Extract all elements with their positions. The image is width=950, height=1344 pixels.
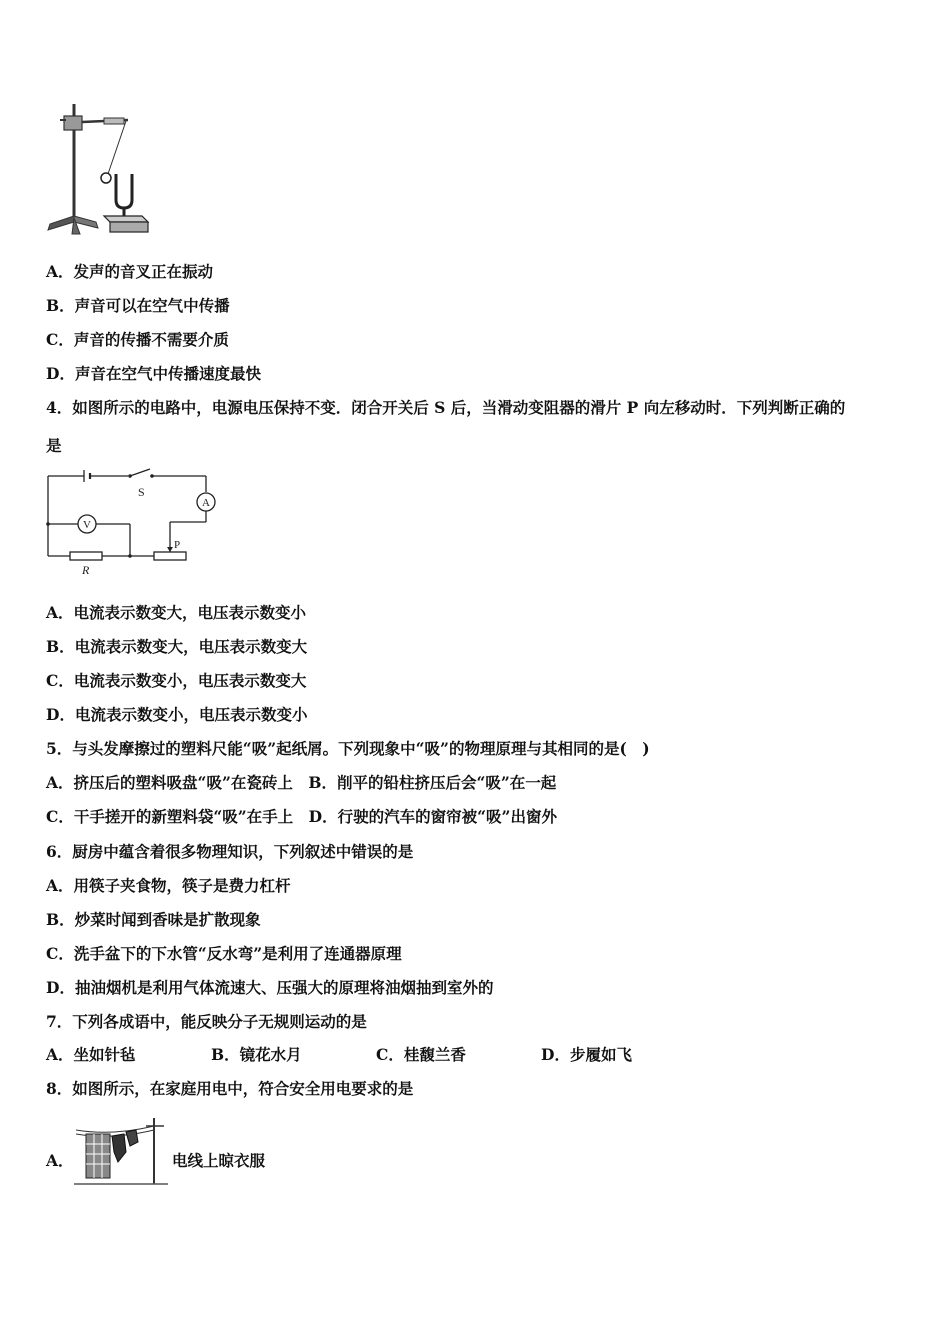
q7-stem: 7．下列各成语中，能反映分子无规则运动的是 (46, 1012, 367, 1031)
switch-label: S (138, 485, 145, 499)
q4-option-a: A．电流表示数变大，电压表示数变小 (46, 603, 307, 622)
q6-stem: 6．厨房中蕴含着很多物理知识，下列叙述中错误的是 (46, 842, 414, 861)
q4-option-b: B．电流表示数变大，电压表示数变大 (46, 637, 308, 656)
q6-option-b: B．炒菜时闻到香味是扩散现象 (46, 910, 261, 929)
q3-option-d: D．声音在空气中传播速度最快 (46, 364, 261, 383)
q8-stem: 8．如图所示，在家庭用电中，符合安全用电要求的是 (46, 1079, 414, 1098)
q4-option-c: C．电流表示数变小，电压表示数变大 (46, 671, 307, 690)
q6-option-c: C．洗手盆下的下水管“反水弯”是利用了连通器原理 (46, 944, 402, 963)
q3-option-b: B．声音可以在空气中传播 (46, 296, 230, 315)
q5-stem: 5．与头发摩擦过的塑料尺能“吸”起纸屑。下列现象中“吸”的物理原理与其相同的是( ) (46, 739, 650, 758)
q5-options-row2: C．干手搓开的新塑料袋“吸”在手上 D．行驶的汽车的窗帘被“吸”出窗外 (46, 807, 557, 826)
q5-options-row1: A．挤压后的塑料吸盘“吸”在瓷砖上 B．削平的铅柱挤压后会“吸”在一起 (46, 773, 557, 792)
clothes-on-wire-figure (72, 1112, 170, 1188)
q7-option-a: A．坐如针毡 (46, 1045, 136, 1064)
circuit-diagram (42, 464, 222, 580)
q7-options-row (46, 1045, 632, 1065)
q8-option-a-text: 电线上晾衣服 (172, 1151, 266, 1170)
q4-option-d: D．电流表示数变小，电压表示数变小 (46, 705, 308, 724)
q6-option-d: D．抽油烟机是利用气体流速大、压强大的原理将油烟抽到室外的 (46, 978, 494, 997)
q6-option-a: A．用筷子夹食物，筷子是费力杠杆 (46, 876, 291, 895)
q7-option-d: D．步履如飞 (541, 1045, 632, 1064)
q7-option-b: B．镜花水月 (211, 1045, 302, 1064)
q3-option-a: A．发声的音叉正在振动 (46, 262, 214, 281)
q4-stem-line1: 4．如图所示的电路中，电源电压保持不变．闭合开关后 S 后，当滑动变阻器的滑片 P 向左移动时．下列判断正确的 (46, 398, 846, 417)
voltmeter-label: V (83, 519, 91, 531)
q3-option-c: C．声音的传播不需要介质 (46, 330, 229, 349)
slider-label: P (174, 539, 181, 551)
q4-stem-line2: 是 (46, 436, 62, 455)
q8-option-a-letter: A． (46, 1151, 74, 1170)
q7-option-c: C．桂馥兰香 (376, 1045, 466, 1064)
ammeter-label: A (202, 497, 210, 509)
tuning-fork-figure (44, 98, 156, 236)
resistor-label: R (82, 563, 90, 577)
